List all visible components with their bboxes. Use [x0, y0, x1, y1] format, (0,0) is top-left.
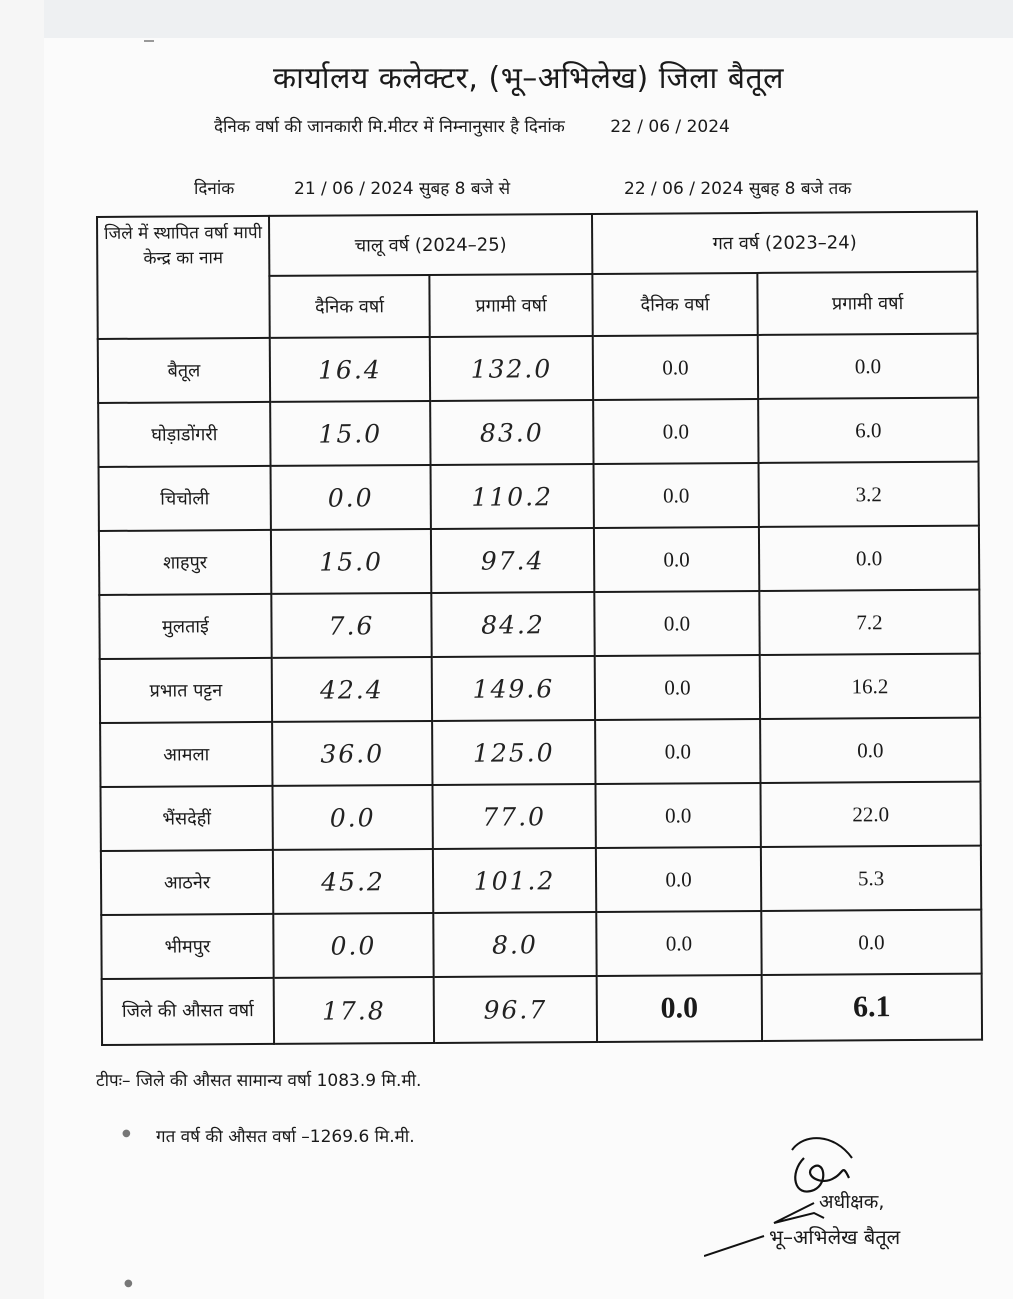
station-name: आमला [100, 722, 272, 787]
last-daily-header: दैनिक वर्षा [592, 273, 757, 336]
last-cumulative-header: प्रगामी वर्षा [757, 272, 977, 335]
last-cumulative-value: 22.0 [760, 782, 980, 847]
table-row [100, 718, 980, 787]
table-row [99, 526, 979, 595]
current-daily-value: 16.4 [270, 337, 430, 402]
table-row [98, 398, 978, 467]
document-page [44, 38, 1013, 1299]
current-daily-header: दैनिक वर्षा [269, 275, 429, 338]
last-daily-value: 0.0 [595, 783, 760, 848]
current-cumulative-value: 97.4 [431, 528, 594, 593]
last-year-header: गत वर्ष (2023–24) [592, 212, 977, 274]
report-subtitle [214, 114, 730, 137]
station-name: शाहपुर [99, 530, 271, 595]
table-row [100, 654, 980, 723]
designation-office: भू–अभिलेख बैतूल [769, 1225, 901, 1249]
last-cumulative-value: 3.2 [759, 462, 979, 527]
station-name: बैतूल [98, 338, 270, 403]
average-last-cumulative: 6.1 [762, 974, 982, 1041]
last-daily-value: 0.0 [593, 399, 758, 464]
current-daily-value: 42.4 [272, 657, 432, 722]
current-cumulative-value: 101.2 [433, 848, 596, 913]
station-name: भैंसदेहीं [100, 786, 272, 851]
last-daily-value: 0.0 [595, 719, 760, 784]
table-row [101, 846, 981, 915]
station-name: भीमपुर [101, 914, 273, 979]
current-daily-value: 15.0 [270, 401, 430, 466]
office-title: कार्यालय कलेक्टर, (भू–अभिलेख) जिला बैतूल [273, 61, 784, 96]
table-row [99, 590, 979, 659]
average-last-daily: 0.0 [597, 975, 762, 1042]
range-to: 22 / 06 / 2024 सुबह 8 बजे तक [624, 179, 852, 199]
current-cumulative-value: 132.0 [430, 336, 593, 401]
last-cumulative-value: 0.0 [759, 526, 979, 591]
current-cumulative-value: 83.0 [430, 400, 593, 465]
last-cumulative-value: 7.2 [759, 590, 979, 655]
last-daily-value: 0.0 [593, 335, 758, 400]
current-daily-value: 0.0 [272, 785, 432, 850]
current-daily-value: 7.6 [271, 593, 431, 658]
current-daily-value: 36.0 [272, 721, 432, 786]
current-daily-value: 0.0 [271, 465, 431, 530]
table-row [98, 334, 978, 403]
current-cumulative-value: 110.2 [431, 464, 594, 529]
station-name: प्रभात पट्टन [100, 658, 272, 723]
current-daily-value: 45.2 [273, 849, 433, 914]
last-daily-value: 0.0 [596, 847, 761, 912]
current-cumulative-value: 84.2 [431, 592, 594, 657]
last-cumulative-value: 5.3 [761, 846, 981, 911]
average-row [102, 974, 982, 1045]
current-cumulative-value: 149.6 [432, 656, 595, 721]
date-range [194, 176, 851, 199]
current-cumulative-value: 125.0 [432, 720, 595, 785]
table-row [99, 462, 979, 531]
last-daily-value: 0.0 [595, 655, 760, 720]
subtitle-text: दैनिक वर्षा की जानकारी मि.मीटर में निम्नानुसार है दिनांक [214, 117, 565, 137]
scan-mark [144, 40, 154, 42]
last-daily-value: 0.0 [594, 591, 759, 656]
normal-rainfall-note: टीपः– जिले की औसत सामान्य वर्षा 1083.9 मि.मी. [96, 1071, 422, 1091]
current-cumulative-header: प्रगामी वर्षा [429, 274, 592, 337]
scan-speck: ● [124, 1278, 133, 1289]
station-name: आठनेर [101, 850, 273, 915]
table-row [101, 910, 981, 979]
last-daily-value: 0.0 [594, 527, 759, 592]
designation-title: अधीक्षक, [819, 1191, 885, 1213]
station-name: मुलताई [99, 594, 271, 659]
station-name: घोड़ाडोंगरी [98, 402, 270, 467]
current-daily-value: 0.0 [273, 913, 433, 978]
station-column-header: जिले में स्थापित वर्षा मापी केन्द्र का नाम [97, 216, 270, 339]
current-cumulative-value: 77.0 [432, 784, 595, 849]
station-name: चिचोली [99, 466, 271, 531]
range-from: 21 / 06 / 2024 सुबह 8 बजे से [294, 179, 511, 199]
last-cumulative-value: 0.0 [760, 718, 980, 783]
rainfall-table [96, 211, 983, 1046]
last-cumulative-value: 0.0 [761, 910, 981, 975]
current-daily-value: 15.0 [271, 529, 431, 594]
average-current-cumulative: 96.7 [434, 976, 597, 1043]
current-year-header: चालू वर्ष (2024–25) [269, 214, 592, 276]
left-margin [0, 0, 44, 1299]
header-row [97, 212, 977, 277]
average-current-daily: 17.8 [274, 977, 434, 1044]
scan-speck: ● [122, 1128, 131, 1139]
last-cumulative-value: 6.0 [758, 398, 978, 463]
range-label: दिनांक [194, 179, 235, 199]
report-date: 22 / 06 / 2024 [610, 117, 730, 137]
last-cumulative-value: 0.0 [758, 334, 978, 399]
last-cumulative-value: 16.2 [760, 654, 980, 719]
last-year-rainfall-note: गत वर्ष की औसत वर्षा –1269.6 मि.मी. [156, 1127, 415, 1147]
last-daily-value: 0.0 [594, 463, 759, 528]
current-cumulative-value: 8.0 [433, 912, 596, 977]
table-row [100, 782, 980, 851]
average-label: जिले की औसत वर्षा [102, 978, 274, 1045]
last-daily-value: 0.0 [596, 911, 761, 976]
